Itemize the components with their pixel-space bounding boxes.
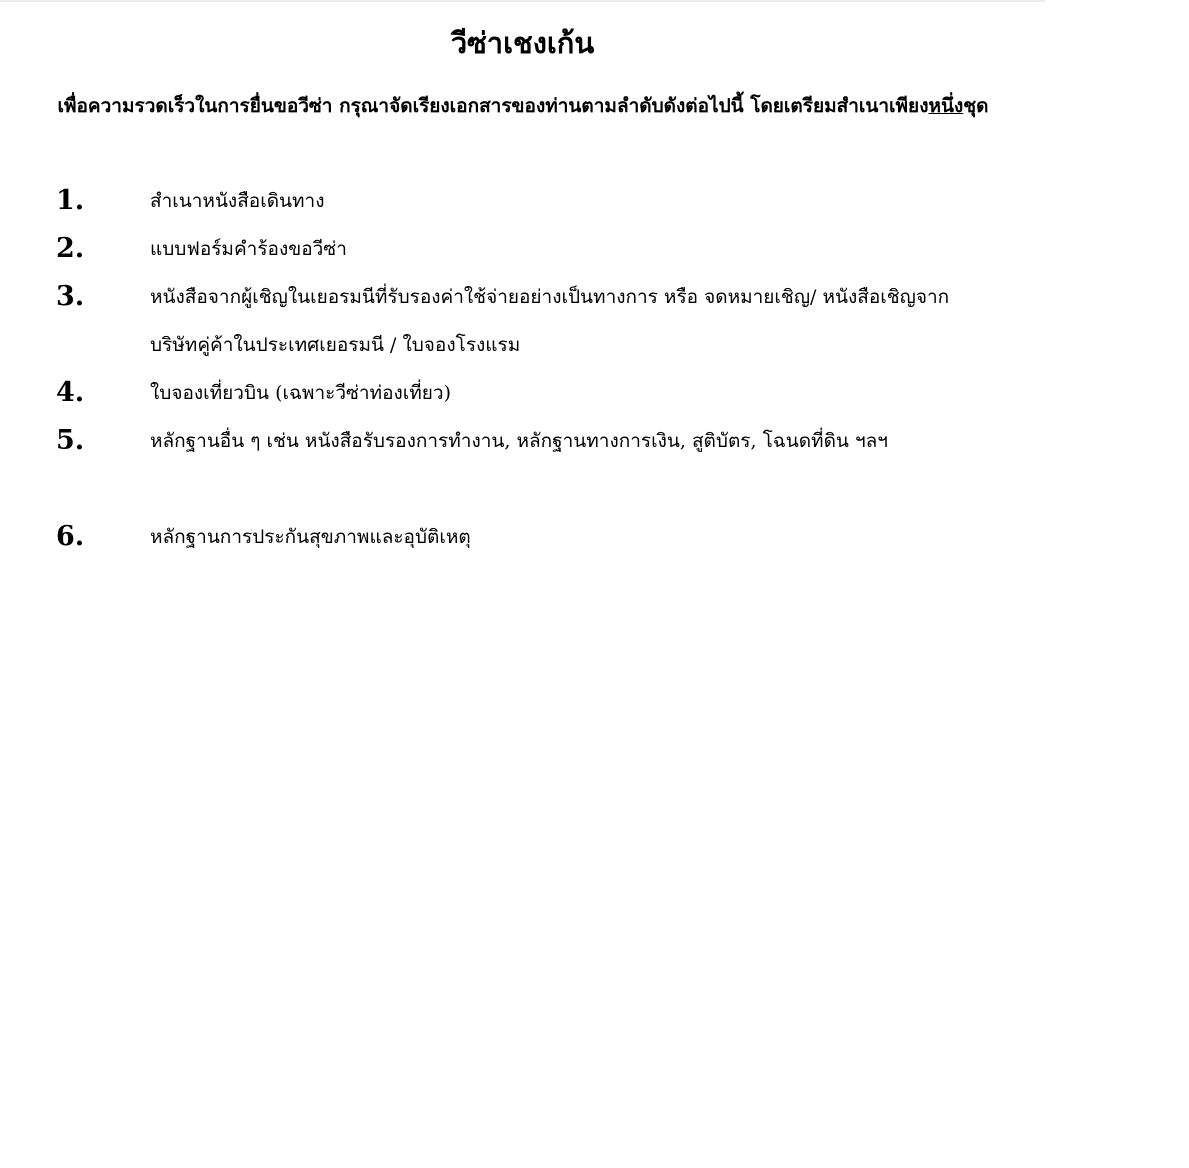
list-item-text: ใบจองเที่ยวบิน (เฉพาะวีซ่าท่องเที่ยว) xyxy=(150,382,451,404)
list-item xyxy=(0,225,1045,273)
intro-text-end: ชุด xyxy=(963,95,989,117)
document-checklist xyxy=(0,177,1045,561)
list-item-text: หนังสือจากผู้เชิญในเยอรมนีที่รับรองค่าใช้จ่ายอย่างเป็นทางการ หรือ จดหมายเชิญ/ หนังสือเชิญจากบริษัทคู่ค้าในประเทศเยอรมนี / ใบจองโรงแรม xyxy=(150,286,950,356)
list-item-text: หลักฐานการประกันสุขภาพและอุบัติเหตุ xyxy=(150,526,471,548)
list-item-number: 5. xyxy=(56,425,85,456)
document-title: วีซ่าเชงเก้น xyxy=(450,26,595,60)
list-item-text: แบบฟอร์มคำร้องขอวีซ่า xyxy=(150,238,347,260)
list-item xyxy=(0,513,1045,561)
list-item xyxy=(0,369,1045,417)
list-item-number: 3. xyxy=(56,281,85,312)
list-item-text: สำเนาหนังสือเดินทาง xyxy=(150,190,325,212)
top-divider xyxy=(0,0,1045,2)
intro-text: เพื่อความรวดเร็วในการยื่นขอวีซ่า กรุณาจัดเรียงเอกสารของท่านตามลำดับดังต่อไปนี้ โดยเตรียมสำเนาเพียง xyxy=(57,95,929,117)
document-intro xyxy=(28,82,1018,130)
list-item-number: 2. xyxy=(56,233,85,264)
list-item-number: 4. xyxy=(56,377,85,408)
intro-underlined-word: หนึ่ง xyxy=(928,95,964,117)
list-item xyxy=(0,177,1045,225)
list-item xyxy=(0,273,1045,369)
list-item-number: 1. xyxy=(56,185,85,216)
list-item-number: 6. xyxy=(56,521,85,552)
list-item xyxy=(0,417,1045,513)
list-item-text: หลักฐานอื่น ๆ เช่น หนังสือรับรองการทำงาน, หลักฐานทางการเงิน, สูติบัตร, โฉนดที่ดิน ฯลฯ xyxy=(150,430,888,452)
